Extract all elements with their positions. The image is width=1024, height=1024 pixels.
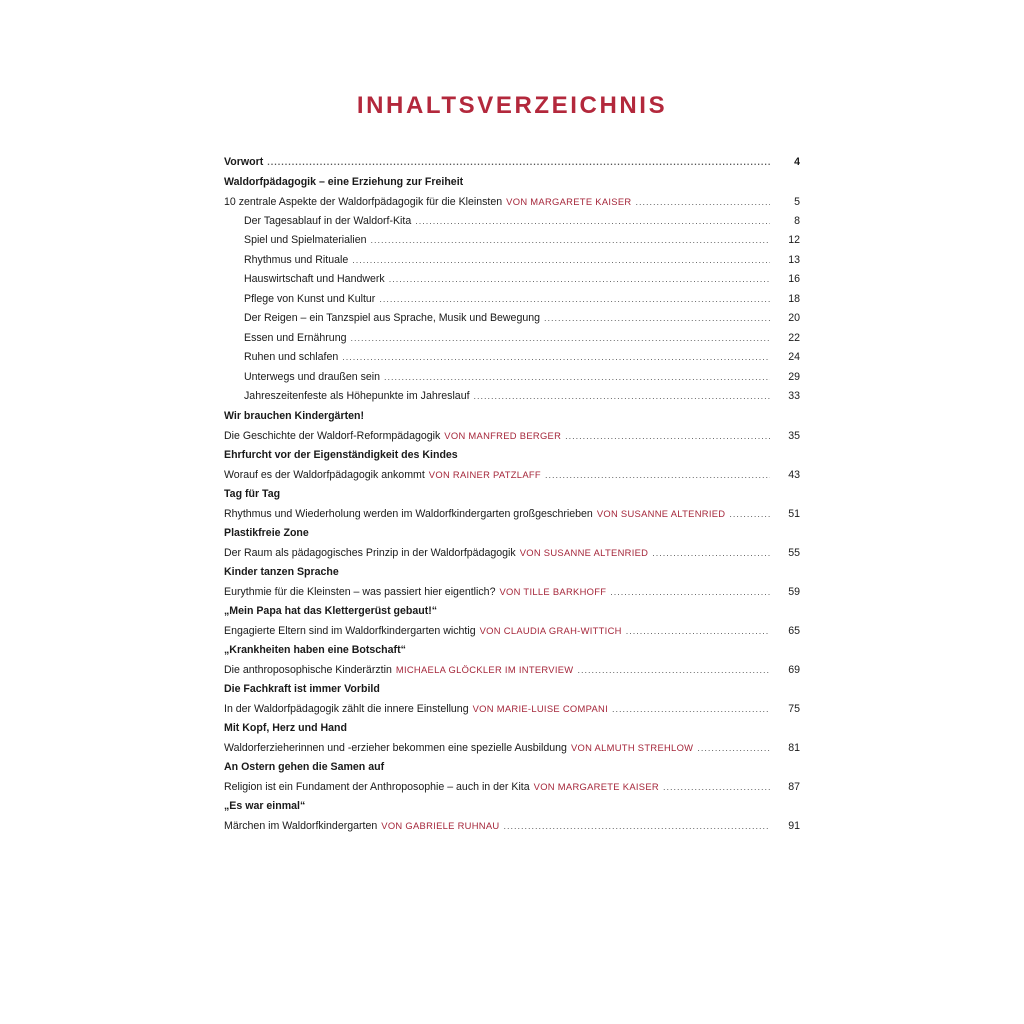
dot-leader [389, 270, 770, 290]
toc-entry[interactable] [224, 621, 800, 641]
toc-page-number: 65 [788, 625, 800, 637]
toc-entry-author: MICHAELA GLÖCKLER IM INTERVIEW [395, 664, 574, 675]
toc-entry-title: Eurythmie für die Kleinsten – was passiert hier eigentlich? [224, 586, 496, 598]
toc-heading-text: Plastikfreie Zone [224, 526, 309, 539]
toc-entry[interactable] [224, 465, 800, 485]
toc-entry-title: Waldorferzieherinnen und -erzieher bekommen eine spezielle Ausbildung [224, 742, 567, 754]
toc-entry-author: VON RAINER PATZLAFF [428, 469, 541, 480]
toc-heading [224, 524, 800, 544]
toc-page-number: 35 [788, 430, 800, 442]
toc-entry-title: Unterwegs und draußen sein [244, 370, 381, 383]
toc-entry[interactable] [224, 368, 800, 388]
toc-entry-author: VON MANFRED BERGER [444, 430, 562, 441]
dot-leader [663, 778, 770, 798]
toc-entry-title: Rhythmus und Wiederholung werden im Waldorfkindergarten großgeschrieben [224, 508, 593, 520]
dot-leader [697, 739, 770, 759]
toc-page-number: 59 [788, 586, 800, 598]
toc-heading [224, 446, 800, 466]
toc-entry[interactable] [224, 582, 800, 602]
toc-heading-text: An Ostern gehen die Samen auf [224, 760, 385, 773]
dot-leader [350, 329, 770, 349]
toc-heading [224, 719, 800, 739]
toc-heading [224, 407, 800, 427]
dot-leader [544, 309, 770, 329]
dot-leader [652, 544, 770, 564]
toc-entry-title: Ruhen und schlafen [244, 351, 339, 363]
dot-leader [610, 583, 770, 603]
toc-heading [224, 641, 800, 661]
dot-leader [474, 387, 770, 407]
toc-entry-author: VON SUSANNE ALTENRIED [519, 547, 649, 558]
toc-heading-text: Tag für Tag [224, 487, 281, 500]
toc-entry-title: Spiel und Spielmaterialien [244, 234, 367, 246]
toc-page-number: 29 [788, 370, 800, 383]
dot-leader [626, 622, 770, 642]
toc-entry[interactable] [224, 192, 800, 212]
toc-entry-title: Worauf es der Waldorfpädagogik ankommt [224, 469, 425, 481]
toc-page-number: 87 [788, 781, 800, 793]
toc-page-number: 12 [788, 234, 800, 246]
toc-entry-author: VON MARGARETE KAISER [533, 781, 659, 792]
toc-entry[interactable] [224, 231, 800, 251]
dot-leader [565, 427, 770, 447]
dot-leader [415, 212, 770, 232]
toc-heading-text: Waldorfpädagogik – eine Erziehung zur Freiheit [224, 175, 464, 188]
toc-page-number: 91 [788, 820, 800, 832]
toc-entry-title: Hauswirtschaft und Handwerk [244, 273, 385, 285]
toc-entry[interactable] [224, 290, 800, 310]
dot-leader [342, 348, 770, 368]
toc-page-number: 8 [794, 214, 800, 227]
toc-entry[interactable] [224, 699, 800, 719]
toc-heading [224, 758, 800, 778]
dot-leader [577, 661, 770, 681]
toc-entry-title: Die anthroposophische Kinderärztin [224, 664, 392, 676]
toc-page-number: 13 [788, 253, 800, 266]
toc-entry-title: Der Raum als pädagogisches Prinzip in der Waldorfpädagogik [224, 547, 516, 559]
toc-heading-text: „Krankheiten haben eine Botschaft“ [224, 643, 406, 656]
toc-entry[interactable] [224, 504, 800, 524]
toc-entry-title: Pflege von Kunst und Kultur [244, 292, 376, 305]
toc-page-number: 55 [788, 547, 800, 559]
toc-heading-text: Kinder tanzen Sprache [224, 565, 339, 578]
toc-entry[interactable] [224, 738, 800, 758]
toc-entry-title: Die Geschichte der Waldorf-Reformpädagogik [224, 430, 441, 442]
toc-entry[interactable] [224, 348, 800, 368]
toc-entry-title: Jahreszeitenfeste als Höhepunkte im Jahreslauf [244, 390, 470, 402]
dot-leader [384, 368, 770, 388]
toc-entry-title: Religion ist ein Fundament der Anthroposophie – auch in der Kita [224, 781, 530, 793]
toc-page-number: 33 [788, 390, 800, 402]
toc-heading [224, 173, 800, 193]
toc-entry-author: VON CLAUDIA GRAH-WITTICH [479, 625, 622, 636]
toc-entry-title: 10 zentrale Aspekte der Waldorfpädagogik für die Kleinsten [224, 196, 503, 208]
toc-entry[interactable] [224, 660, 800, 680]
toc-entry[interactable] [224, 426, 800, 446]
toc-page-number: 75 [788, 703, 800, 715]
dot-leader [635, 193, 770, 213]
page-title: INHALTSVERZEICHNIS [356, 92, 668, 119]
toc-entry-author: VON SUSANNE ALTENRIED [596, 508, 726, 519]
dot-leader [371, 231, 771, 251]
toc-entry[interactable] [224, 816, 800, 836]
toc-entry[interactable] [224, 387, 800, 407]
toc-heading-text: „Es war einmal“ [224, 799, 306, 812]
toc-heading-text: Wir brauchen Kindergärten! [224, 409, 364, 422]
dot-leader [352, 251, 770, 271]
toc-entry-title: Rhythmus und Rituale [244, 253, 349, 266]
toc-heading-text: „Mein Papa hat das Klettergerüst gebaut!“ [224, 604, 438, 617]
toc-entry-author: VON GABRIELE RUHNAU [381, 820, 500, 831]
toc-page-number: 69 [788, 664, 800, 676]
toc-entry-title: Essen und Ernährung [244, 331, 347, 344]
toc-entry-author: VON MARIE-LUISE COMPANI [472, 703, 608, 714]
toc-page-number: 20 [788, 312, 800, 324]
toc-entry-title: Der Tagesablauf in der Waldorf-Kita [244, 214, 412, 227]
toc-page-number: 18 [788, 292, 800, 305]
toc-entry-title: In der Waldorfpädagogik zählt die innere Einstellung [224, 703, 469, 715]
toc-page-number: 22 [788, 331, 800, 344]
toc-entry-title: Engagierte Eltern sind im Waldorfkindergarten wichtig [224, 625, 476, 637]
toc-page-number: 5 [794, 196, 800, 208]
toc-page-number: 51 [788, 508, 800, 520]
toc-heading-text: Vorwort [224, 156, 264, 168]
toc-entry-title: Der Reigen – ein Tanzspiel aus Sprache, Musik und Bewegung [244, 312, 541, 324]
toc-entry[interactable] [224, 543, 800, 563]
toc-heading [224, 563, 800, 583]
toc-entry[interactable] [224, 212, 800, 232]
toc-entry[interactable] [224, 309, 800, 329]
dot-leader [504, 817, 770, 837]
toc-heading [224, 797, 800, 817]
toc-page-number: 24 [788, 351, 800, 363]
toc-heading [224, 680, 800, 700]
toc-heading-text: Die Fachkraft ist immer Vorbild [224, 682, 380, 695]
toc-heading [224, 602, 800, 622]
toc-entry-author: VON ALMUTH STREHLOW [570, 742, 694, 753]
toc-page-number: 16 [788, 273, 800, 285]
toc-page-number: 4 [794, 156, 800, 168]
toc-entry[interactable] [224, 777, 800, 797]
toc-heading[interactable] [224, 153, 800, 173]
toc-page-number: 43 [788, 469, 800, 481]
toc-page-number: 81 [788, 742, 800, 754]
dot-leader [545, 466, 770, 486]
table-of-contents [224, 153, 800, 836]
toc-entry-author: VON TILLE BARKHOFF [499, 586, 607, 597]
toc-entry[interactable] [224, 270, 800, 290]
dot-leader [729, 505, 770, 525]
toc-heading [224, 485, 800, 505]
toc-entry-title: Märchen im Waldorfkindergarten [224, 820, 378, 832]
toc-entry-author: VON MARGARETE KAISER [506, 196, 632, 207]
toc-heading-text: Mit Kopf, Herz und Hand [224, 721, 347, 734]
toc-heading-text: Ehrfurcht vor der Eigenständigkeit des Kindes [224, 448, 458, 461]
dot-leader [612, 700, 770, 720]
dot-leader [267, 153, 770, 173]
toc-entry[interactable] [224, 251, 800, 271]
toc-entry[interactable] [224, 329, 800, 349]
dot-leader [379, 290, 770, 310]
